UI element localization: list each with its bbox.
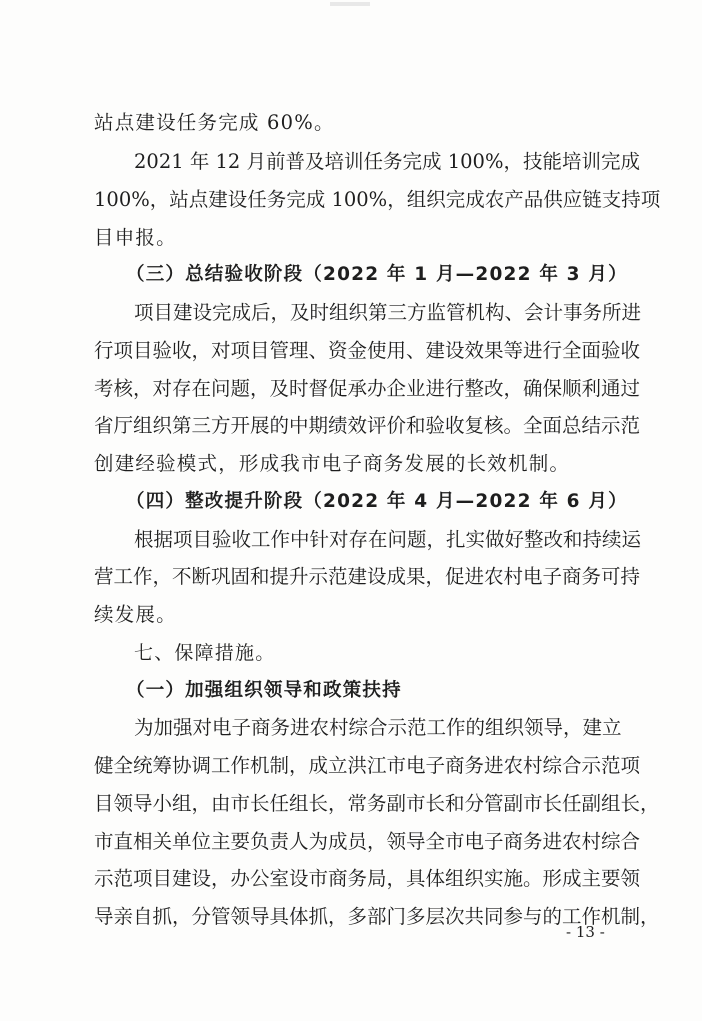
page-number: - 13 - xyxy=(566,923,605,941)
paragraph-line: 续发展。 xyxy=(94,603,177,626)
paragraph-line: 目领导小组，由市长任组长，常务副市长和分管副市长任副组长， xyxy=(94,792,660,815)
paragraph-line: 根据项目验收工作中针对存在问题，扎实做好整改和持续运 xyxy=(134,528,642,551)
paragraph-line: 为加强对电子商务进农村综合示范工作的组织领导，建立 xyxy=(134,716,622,739)
paragraph-line: 2021 年 12 月前普及培训任务完成 100%，技能培训完成 xyxy=(134,150,640,173)
paragraph-line: 项目建设完成后，及时组织第三方监管机构、会计事务所进 xyxy=(134,301,642,324)
section-heading: （三）总结验收阶段（2022 年 1 月—2022 年 3 月） xyxy=(126,264,628,285)
paragraph-line: 市直相关单位主要负责人为成员，领导全市电子商务进农村综合 xyxy=(94,830,641,853)
paragraph-line: 健全统筹协调工作机制，成立洪江市电子商务进农村综合示范项 xyxy=(94,754,641,777)
scan-mark xyxy=(330,2,370,6)
paragraph-line: 目申报。 xyxy=(94,226,177,249)
paragraph-line: 导亲自抓，分管领导具体抓，多部门多层次共同参与的工作机制， xyxy=(94,905,660,928)
paragraph-line: 考核，对存在问题，及时督促承办企业进行整改，确保顺利通过 xyxy=(94,377,641,400)
paragraph-line: 站点建设任务完成 60%。 xyxy=(94,111,335,134)
section-heading: （四）整改提升阶段（2022 年 4 月—2022 年 6 月） xyxy=(126,491,628,512)
chapter-heading: 七、保障措施。 xyxy=(134,642,276,664)
paragraph-line: 省厅组织第三方开展的中期绩效评价和验收复核。全面总结示范 xyxy=(94,414,641,437)
paragraph-line: 100%，站点建设任务完成 100%，组织完成农产品供应链支持项 xyxy=(94,188,661,211)
paragraph-line: 示范项目建设，办公室设市商务局，具体组织实施。形成主要领 xyxy=(94,867,641,890)
paragraph-line: 营工作，不断巩固和提升示范建设成果，促进农村电子商务可持 xyxy=(94,565,641,588)
paragraph-line: 创建经验模式，形成我市电子商务发展的长效机制。 xyxy=(94,452,571,475)
section-heading: （一）加强组织领导和政策扶持 xyxy=(126,680,402,701)
paragraph-line: 行项目验收，对项目管理、资金使用、建设效果等进行全面验收 xyxy=(94,339,641,362)
